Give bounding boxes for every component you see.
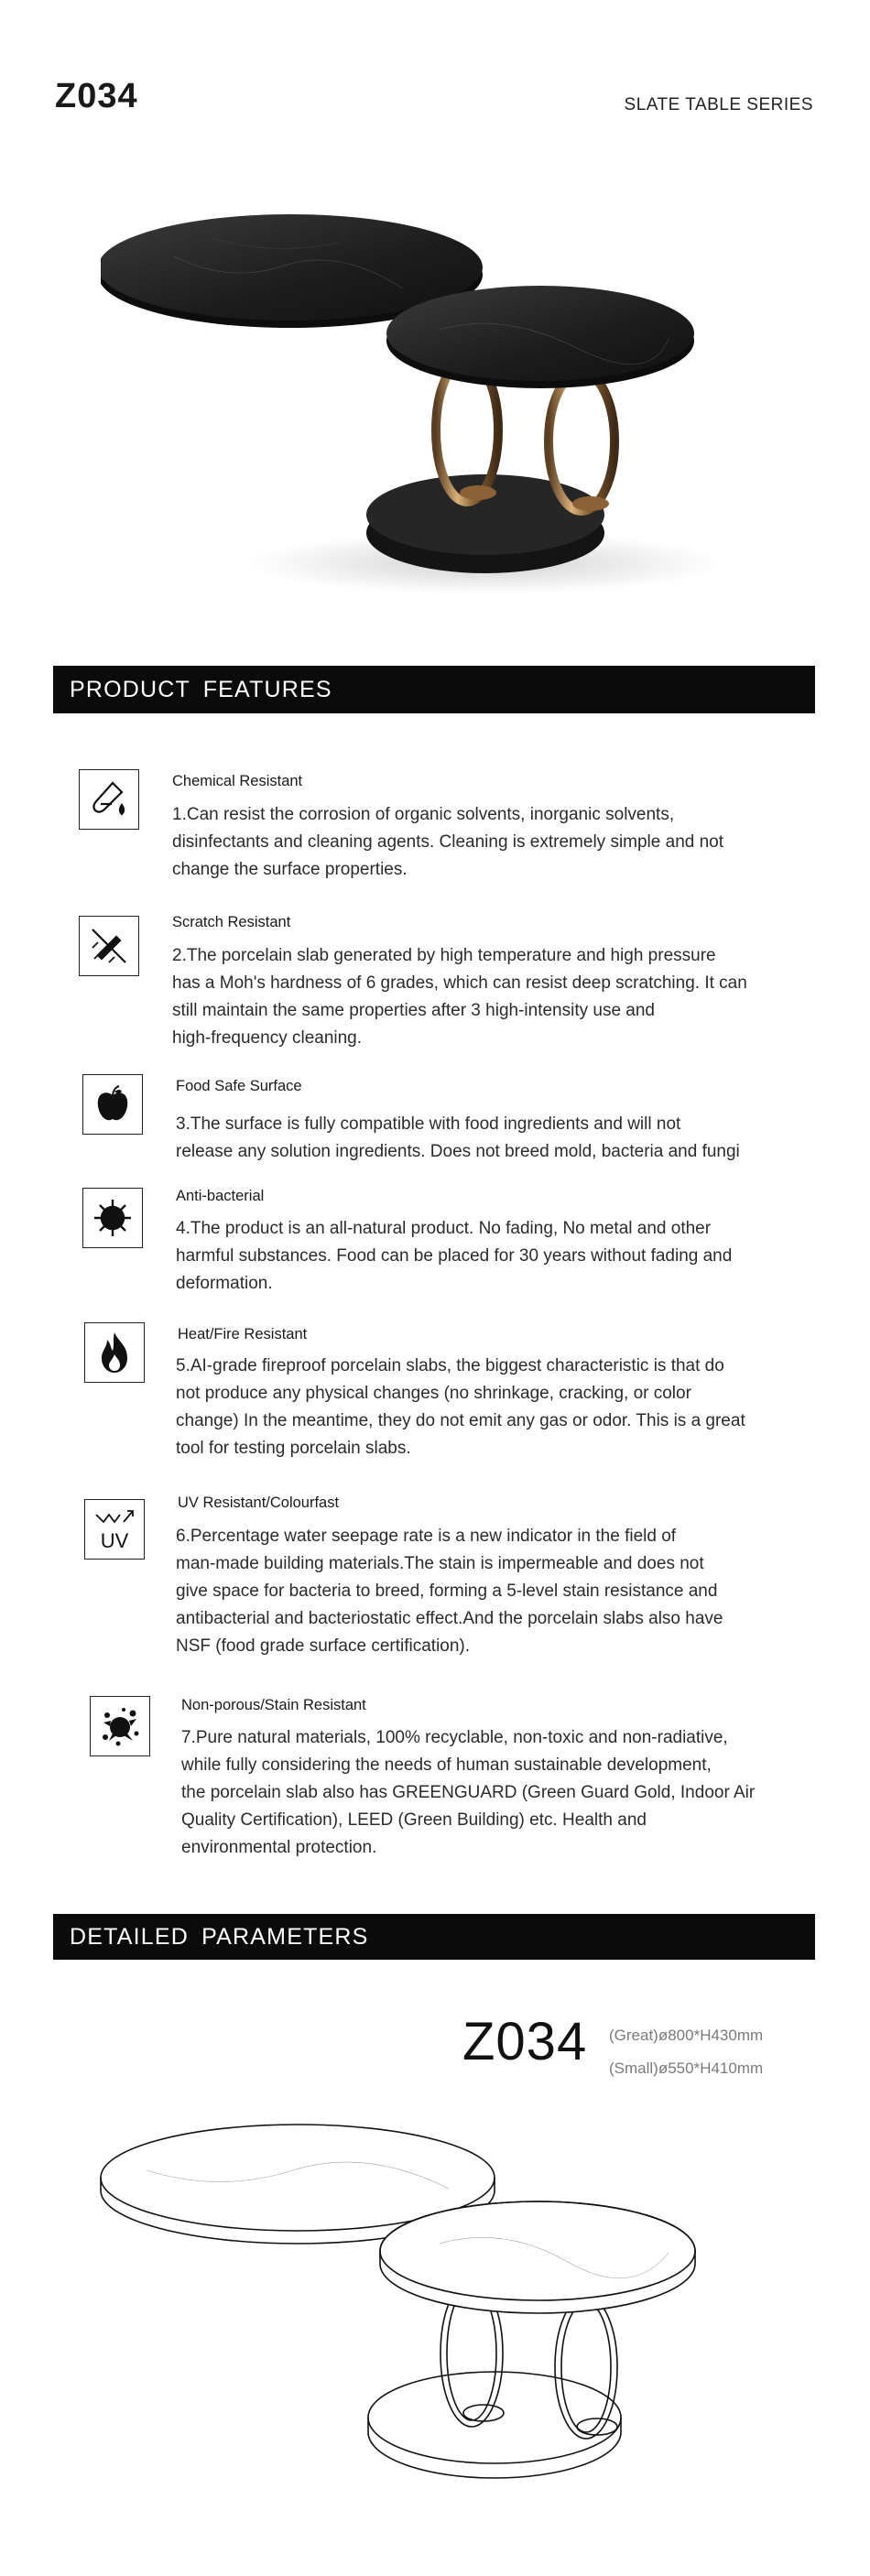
feature-text-line: change) In the meantime, they do not emit any gas or odor. This is a great [176,1411,745,1430]
feature-text-line: give space for bacteria to breed, forming a 5-level stain resistance and [176,1581,718,1601]
product-photo [101,201,760,604]
feature-text-line: release any solution ingredients. Does not breed mold, bacteria and fungi [176,1142,740,1161]
feature-title-scratch: Scratch Resistant [172,914,291,930]
feature-text-antibacterial [176,1215,799,1298]
uv-icon-text: UV [100,1529,129,1552]
feature-text-line: antibacterial and bacteriostatic effect.And the porcelain slabs also have [176,1609,723,1628]
feature-text-line: man-made building materials.The stain is impermeable and does not [176,1554,704,1573]
feature-text-line: high-frequency cleaning. [172,1028,363,1048]
feature-title-antibacterial: Anti-bacterial [176,1188,265,1204]
feature-text-line: 1.Can resist the corrosion of organic solvents, inorganic solvents, [172,805,675,824]
feature-text-line: the porcelain slab also has GREENGUARD (Green Guard Gold, Indoor Air [181,1783,756,1802]
series-label: SLATE TABLE SERIES [624,95,813,114]
feature-text-line: harmful substances. Food can be placed for 30 years without fading and [176,1246,733,1266]
chemical-icon [79,769,139,830]
scratch-icon [79,916,139,976]
flame-icon [84,1322,145,1383]
feature-title-heat: Heat/Fire Resistant [178,1326,308,1342]
dimension-small: (Small)ø550*H410mm [609,2060,764,2077]
feature-text-chemical [172,801,795,884]
feature-text-line: disinfectants and cleaning agents. Cleaning is extremely simple and not [172,832,724,852]
product-sketch [92,2106,751,2491]
feature-title-uv: UV Resistant/Colourfast [178,1495,340,1511]
model-title: Z034 [55,77,138,115]
feature-text-line: 7.Pure natural materials, 100% recyclable, non-toxic and non-radiative, [181,1728,728,1747]
stain-icon [90,1696,150,1756]
feature-text-line: not produce any physical changes (no shrinkage, cracking, or color [176,1384,691,1403]
feature-title-food: Food Safe Surface [176,1078,302,1094]
feature-text-stain [181,1724,804,1862]
feature-text-heat [176,1353,799,1462]
feature-text-line: Quality Certification), LEED (Green Building) etc. Health and [181,1810,647,1830]
parameters-section-header: DETAILED PARAMETERS [53,1914,815,1960]
feature-title-chemical: Chemical Resistant [172,773,303,789]
feature-text-line: still maintain the same properties after 3 high-intensity use and [172,1001,655,1020]
feature-text-line: environmental protection. [181,1838,377,1857]
feature-text-line: has a Moh's hardness of 6 grades, which can resist deep scratching. It can [172,973,747,993]
feature-text-uv [176,1523,799,1660]
feature-text-food [176,1111,799,1166]
features-section-header: PRODUCT FEATURES [53,666,815,713]
feature-text-line: 4.The product is an all-natural product. No fading, No metal and other [176,1219,712,1238]
uv-icon [84,1499,145,1560]
feature-text-line: change the surface properties. [172,860,408,879]
apple-icon [82,1074,143,1135]
dimension-large: (Great)ø800*H430mm [609,2027,764,2044]
virus-icon [82,1188,143,1248]
feature-text-line: NSF (food grade surface certification). [176,1636,471,1656]
feature-text-scratch [172,942,795,1052]
feature-text-line: tool for testing porcelain slabs. [176,1439,411,1458]
parameters-model: Z034 [462,2012,588,2071]
feature-text-line: 5.AI-grade fireproof porcelain slabs, the biggest characteristic is that do [176,1356,724,1375]
feature-text-line: while fully considering the needs of human sustainable development, [181,1755,712,1775]
feature-text-line: 6.Percentage water seepage rate is a new indicator in the field of [176,1527,677,1546]
feature-text-line: 3.The surface is fully compatible with food ingredients and will not [176,1114,681,1134]
feature-text-line: 2.The porcelain slab generated by high temperature and high pressure [172,946,716,965]
feature-text-line: deformation. [176,1274,273,1293]
feature-title-stain: Non-porous/Stain Resistant [181,1697,366,1713]
